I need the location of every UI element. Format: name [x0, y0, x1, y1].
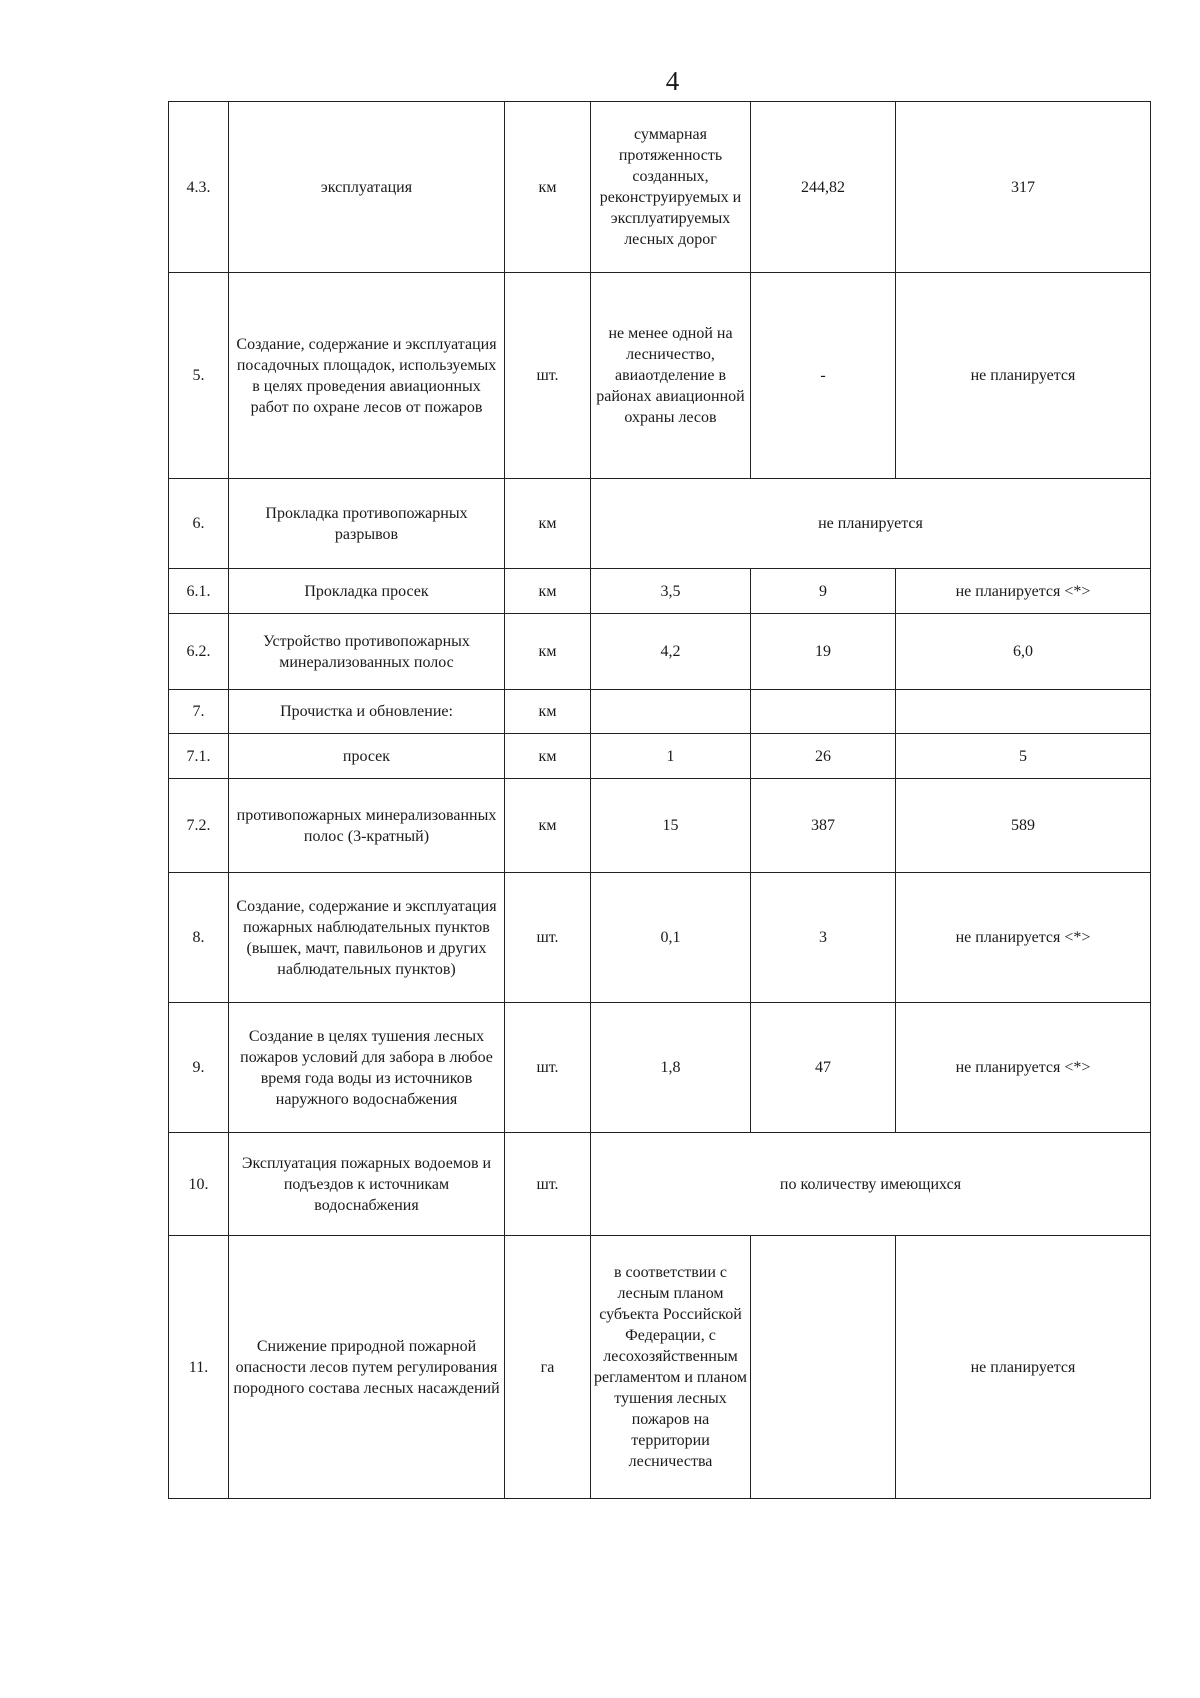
- unit: га: [505, 1236, 591, 1499]
- table-row: [169, 273, 1151, 479]
- row-number: 7.1.: [169, 734, 229, 779]
- row-number: 6.1.: [169, 569, 229, 614]
- value-1: 387: [751, 779, 896, 873]
- norm: [591, 690, 751, 734]
- table-row: [169, 779, 1151, 873]
- row-number: 5.: [169, 273, 229, 479]
- table-row: [169, 102, 1151, 273]
- row-number: 7.2.: [169, 779, 229, 873]
- measure-name: Эксплуатация пожарных водоемов и подъездов к источникам водоснабжения: [229, 1133, 505, 1236]
- value-2: не планируется: [896, 273, 1151, 479]
- value-1: 47: [751, 1003, 896, 1133]
- value-2: 317: [896, 102, 1151, 273]
- measure-name: противопожарных минерализованных полос (3-кратный): [229, 779, 505, 873]
- measure-name: эксплуатация: [229, 102, 505, 273]
- unit: км: [505, 690, 591, 734]
- measure-name: Создание в целях тушения лесных пожаров условий для забора в любое время года воды из источников наружного водоснабжения: [229, 1003, 505, 1133]
- row-number: 6.2.: [169, 614, 229, 690]
- value-1: 9: [751, 569, 896, 614]
- value-2: 5: [896, 734, 1151, 779]
- norm: 0,1: [591, 873, 751, 1003]
- unit: км: [505, 734, 591, 779]
- norm: 1: [591, 734, 751, 779]
- value-1: 244,82: [751, 102, 896, 273]
- measure-name: просек: [229, 734, 505, 779]
- table-row: [169, 569, 1151, 614]
- table-row: [169, 479, 1151, 569]
- page-number: 4: [665, 66, 680, 96]
- table-row: [169, 1133, 1151, 1236]
- measure-name: Устройство противопожарных минерализованных полос: [229, 614, 505, 690]
- table-row: [169, 734, 1151, 779]
- value-1: 19: [751, 614, 896, 690]
- measure-name: Снижение природной пожарной опасности лесов путем регулирования породного состава лесных насаждений: [229, 1236, 505, 1499]
- value-1: 26: [751, 734, 896, 779]
- value-2: 589: [896, 779, 1151, 873]
- value-2: не планируется <*>: [896, 873, 1151, 1003]
- row-number: 6.: [169, 479, 229, 569]
- norm: 3,5: [591, 569, 751, 614]
- measure-name: Создание, содержание и эксплуатация посадочных площадок, используемых в целях проведения авиационных работ по охране лесов от пожаров: [229, 273, 505, 479]
- merged-value: не планируется: [591, 479, 1151, 569]
- norm: суммарная протяженность созданных, реконструируемых и эксплуатируемых лесных дорог: [591, 102, 751, 273]
- norm: не менее одной на лесничество, авиаотделение в районах авиационной охраны лесов: [591, 273, 751, 479]
- value-1: 3: [751, 873, 896, 1003]
- value-2: не планируется <*>: [896, 1003, 1151, 1133]
- value-1: -: [751, 273, 896, 479]
- norm: 15: [591, 779, 751, 873]
- row-number: 9.: [169, 1003, 229, 1133]
- value-2: не планируется: [896, 1236, 1151, 1499]
- unit: км: [505, 479, 591, 569]
- merged-value: по количеству имеющихся: [591, 1133, 1151, 1236]
- row-number: 11.: [169, 1236, 229, 1499]
- measure-name: Прочистка и обновление:: [229, 690, 505, 734]
- unit: км: [505, 779, 591, 873]
- row-number: 7.: [169, 690, 229, 734]
- table-row: [169, 1003, 1151, 1133]
- table-row: [169, 1236, 1151, 1499]
- norm: 4,2: [591, 614, 751, 690]
- value-1: [751, 1236, 896, 1499]
- table-row: [169, 614, 1151, 690]
- unit: км: [505, 614, 591, 690]
- norm: 1,8: [591, 1003, 751, 1133]
- measure-name: Создание, содержание и эксплуатация пожарных наблюдательных пунктов (вышек, мачт, павильонов и других наблюдательных пунктов): [229, 873, 505, 1003]
- table-row: [169, 873, 1151, 1003]
- value-1: [751, 690, 896, 734]
- unit: км: [505, 569, 591, 614]
- unit: шт.: [505, 1003, 591, 1133]
- row-number: 10.: [169, 1133, 229, 1236]
- unit: шт.: [505, 873, 591, 1003]
- value-2: не планируется <*>: [896, 569, 1151, 614]
- measures-table: [168, 101, 1151, 1499]
- measure-name: Прокладка просек: [229, 569, 505, 614]
- unit: шт.: [505, 1133, 591, 1236]
- row-number: 8.: [169, 873, 229, 1003]
- norm: в соответствии с лесным планом субъекта Российской Федерации, с лесохозяйственным регламентом и планом тушения лесных пожаров на территории лесничества: [591, 1236, 751, 1499]
- value-2: 6,0: [896, 614, 1151, 690]
- unit: шт.: [505, 273, 591, 479]
- value-2: [896, 690, 1151, 734]
- table-row: [169, 690, 1151, 734]
- measure-name: Прокладка противопожарных разрывов: [229, 479, 505, 569]
- row-number: 4.3.: [169, 102, 229, 273]
- unit: км: [505, 102, 591, 273]
